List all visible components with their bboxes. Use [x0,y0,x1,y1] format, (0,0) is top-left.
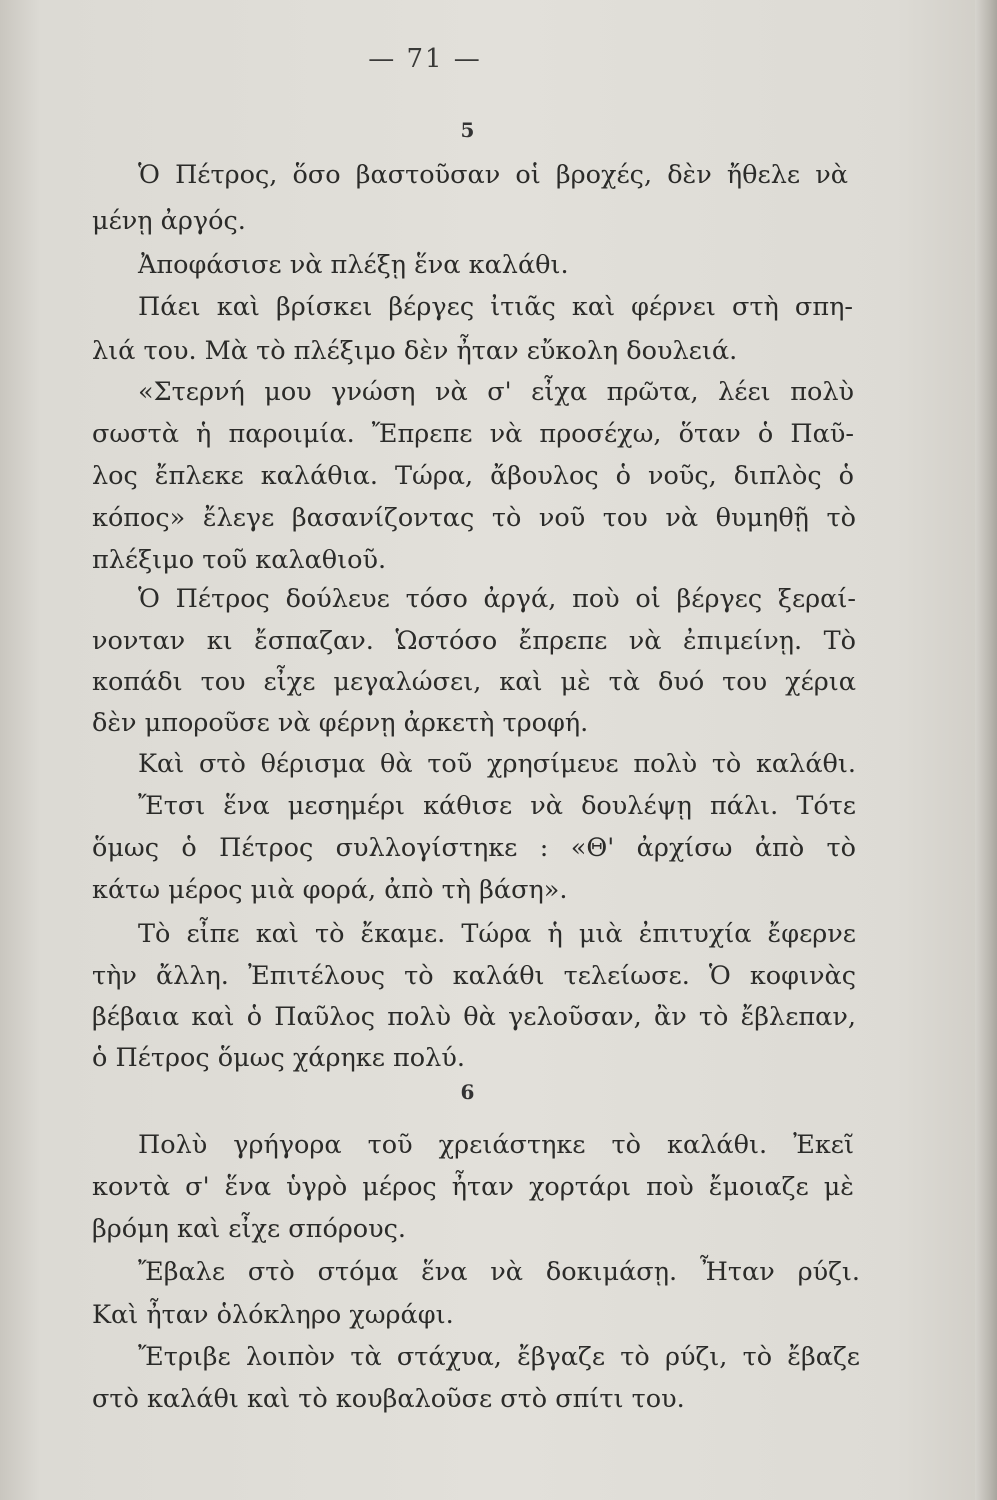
text-line: τὴν ἄλλη. Ἐπιτέλους τὸ καλάθι τελείωσε. Ὁ κοφινὰς [92,961,856,991]
text-line: Ἔτριβε λοιπὸν τὰ στάχυα, ἔβγαζε τὸ ρύζι, τὸ ἔβαζε [138,1342,860,1372]
text-line: Πολὺ γρήγορα τοῦ χρειάστηκε τὸ καλάθι. Ἐκεῖ [138,1130,854,1160]
text-line: στὸ καλάθι καὶ τὸ κουβαλοῦσε στὸ σπίτι του. [92,1384,685,1414]
page-edge [975,0,997,1500]
text-line: Τὸ εἶπε καὶ τὸ ἔκαμε. Τώρα ἡ μιὰ ἐπιτυχία ἔφερνε [138,919,856,949]
text-line: ὁ Πέτρος ὅμως χάρηκε πολύ. [92,1043,465,1073]
text-line: σωστὰ ἡ παροιμία. Ἔπρεπε νὰ προσέχω, ὅταν ὁ Παῦ- [92,419,854,449]
text-line: κοντὰ σ' ἕνα ὑγρὸ μέρος ἦταν χορτάρι ποὺ ἔμοιαζε μὲ [92,1172,854,1202]
text-line: κοπάδι του εἶχε μεγαλώσει, καὶ μὲ τὰ δυό του χέρια [92,667,856,697]
text-line: ὅμως ὁ Πέτρος συλλογίστηκε : «Θ' ἀρχίσω ἀπὸ τὸ [92,833,856,863]
text-line: πλέξιμο τοῦ καλαθιοῦ. [92,545,387,575]
section-number-6: 6 [460,1080,475,1104]
text-line: «Στερνή μου γνώση νὰ σ' εἶχα πρῶτα, λέει πολὺ [138,377,854,407]
text-line: κόπος» ἔλεγε βασανίζοντας τὸ νοῦ του νὰ θυμηθῇ τὸ [92,503,856,533]
text-line: Ὁ Πέτρος, ὅσο βαστοῦσαν οἱ βροχές, δὲν ἤθελε νὰ [138,160,848,190]
text-line: Ἀποφάσισε νὰ πλέξῃ ἕνα καλάθι. [138,250,569,280]
page-number: — 71 — [368,44,482,74]
text-line: μένῃ ἀργός. [92,206,246,236]
text-line: κάτω μέρος μιὰ φορά, ἀπὸ τὴ βάση». [92,875,568,905]
text-line: λιά του. Μὰ τὸ πλέξιμο δὲν ἦταν εὔκολη δουλειά. [92,336,738,366]
text-line: Ὁ Πέτρος δούλευε τόσο ἀργά, ποὺ οἱ βέργες ξεραί- [138,584,856,614]
text-line: βέβαια καὶ ὁ Παῦλος πολὺ θὰ γελοῦσαν, ἂν τὸ ἔβλεπαν, [92,1002,856,1032]
text-line: δὲν μποροῦσε νὰ φέρνῃ ἀρκετὴ τροφή. [92,708,589,738]
text-line: βρόμη καὶ εἶχε σπόρους. [92,1214,407,1244]
text-line: λος ἔπλεκε καλάθια. Τώρα, ἄβουλος ὁ νοῦς, διπλὸς ὁ [92,461,854,491]
text-line: Καὶ ἦταν ὁλόκληρο χωράφι. [92,1300,454,1330]
text-line: νονταν κι ἔσπαζαν. Ὡστόσο ἔπρεπε νὰ ἐπιμείνῃ. Τὸ [92,626,856,656]
section-number-5: 5 [460,118,475,142]
text-line: Ἔτσι ἕνα μεσημέρι κάθισε νὰ δουλέψῃ πάλι. Τότε [138,791,856,821]
text-line: Ἔβαλε στὸ στόμα ἕνα νὰ δοκιμάσῃ. Ἦταν ρύζι. [138,1257,860,1287]
text-line: Πάει καὶ βρίσκει βέργες ἰτιᾶς καὶ φέρνει στὴ σπη- [138,292,853,322]
text-line: Καὶ στὸ θέρισμα θὰ τοῦ χρησίμευε πολὺ τὸ καλάθι. [138,749,856,779]
